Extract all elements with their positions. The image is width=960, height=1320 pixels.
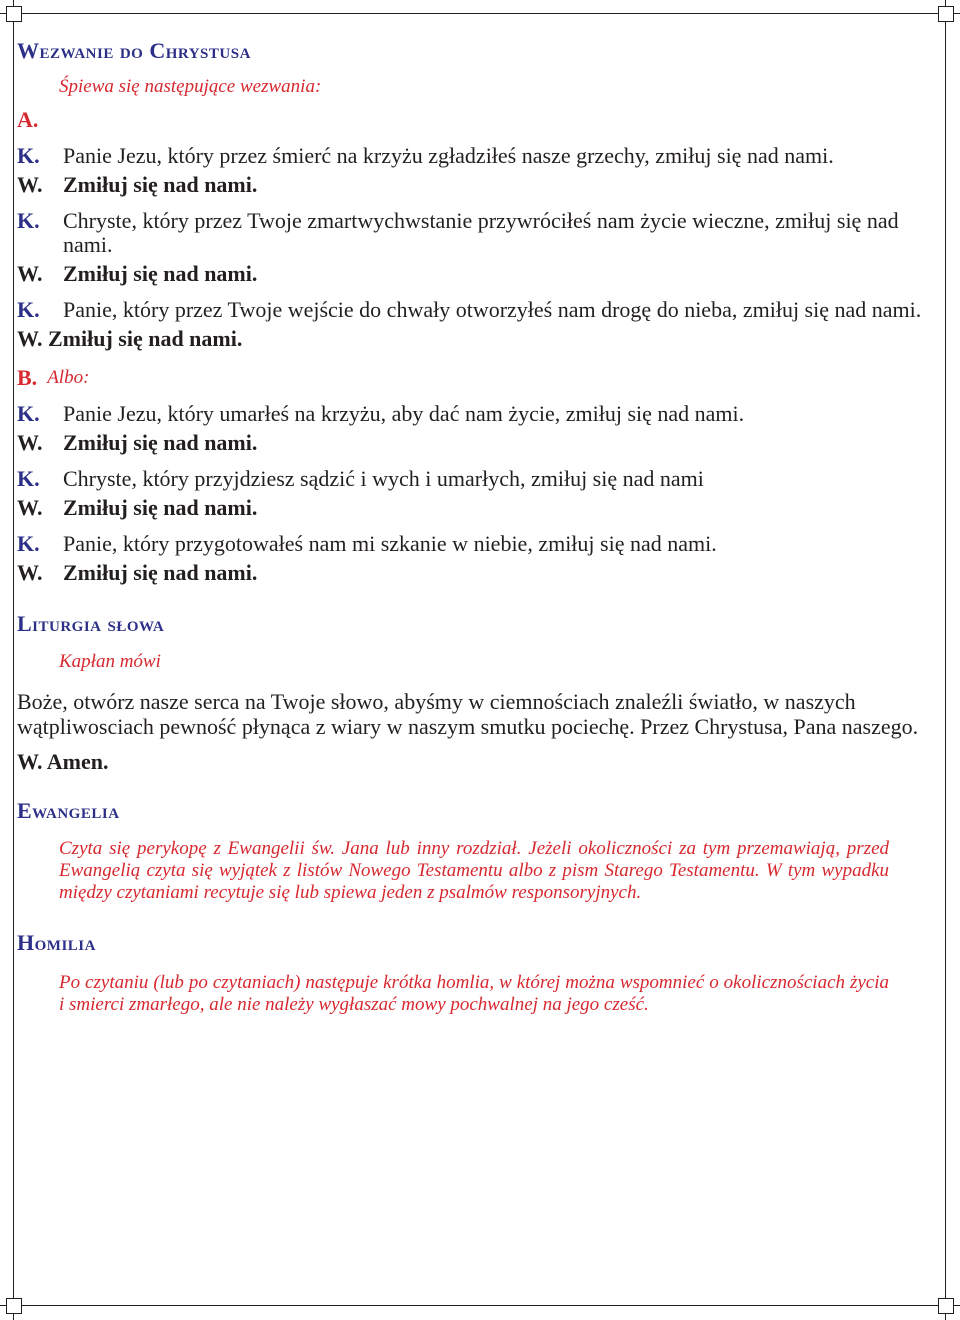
response-amen: W. Amen. bbox=[17, 749, 109, 774]
option-a-letter: A. bbox=[17, 107, 39, 132]
w-text: Zmiłuj się nad nami. bbox=[63, 560, 258, 585]
prayer-text: Boże, otwórz nasze serca na Twoje słowo, abyśmy w ciemnościach znaleźli światło, w naszych wątpliwosciach pewność płynąca z wiary w naszym smutku pociechę. Przez Chrystusa, Pana naszego. bbox=[17, 689, 919, 739]
w-text: Zmiłuj się nad nami. bbox=[63, 261, 258, 286]
rubric-ewangelia: Czyta się perykopę z Ewangelii św. Jana lub inny rozdział. Jeżeli okoliczności za tym przemawiają, przed Ewangelią czyta się wyjątek z listów Nowego Testamentu albo z pism Starego Testamentu. W tym wypadku między czytaniami recytuje się lub spiewa jeden z psalmów responsoryjnych. bbox=[59, 838, 889, 903]
k-text: Chryste, który przyjdziesz sądzić i wych i umarłych, zmiłuj się nad nami bbox=[63, 466, 704, 491]
section-heading-ewangelia: Ewangelia bbox=[17, 798, 120, 823]
w-text: Zmiłuj się nad nami. bbox=[63, 430, 258, 455]
corner-mark-bottom-right bbox=[938, 1298, 954, 1314]
k-marker: K. bbox=[17, 531, 40, 556]
option-b-note: Albo: bbox=[47, 367, 90, 388]
page-content bbox=[17, 30, 927, 1016]
response-w bbox=[17, 262, 927, 286]
section-heading-liturgia: Liturgia słowa bbox=[17, 611, 165, 636]
section-heading-wezwanie: Wezwanie do Chrystusa bbox=[17, 38, 251, 63]
k-text: Panie, który przez Twoje wejście do chwały otworzyłeś nam drogę do nieba, zmiłuj się nad nami. bbox=[63, 297, 922, 322]
response-w bbox=[17, 561, 927, 585]
frame-bottom-line bbox=[0, 1305, 960, 1306]
w-marker: W. bbox=[17, 172, 43, 197]
response-w bbox=[17, 496, 927, 520]
k-text: Panie Jezu, który przez śmierć na krzyżu zgładziłeś nasze grzechy, zmiłuj się nad nami. bbox=[63, 143, 834, 168]
invocation-k bbox=[17, 532, 927, 556]
k-text: Panie, który przygotowałeś nam mi szkanie w niebie, zmiłuj się nad nami. bbox=[63, 531, 717, 556]
corner-mark-top-right bbox=[938, 6, 954, 22]
w-marker: W. bbox=[17, 495, 43, 520]
k-text: Chryste, który przez Twoje zmartwychwstanie przywróciłeś nam życie wieczne, zmiłuj się nad nami. bbox=[63, 208, 899, 257]
k-marker: K. bbox=[17, 208, 40, 233]
response-w bbox=[17, 173, 927, 197]
response-w bbox=[17, 431, 927, 455]
k-marker: K. bbox=[17, 297, 40, 322]
invocation-k bbox=[17, 209, 927, 257]
w-marker: W. bbox=[17, 261, 43, 286]
rubric-homilia: Po czytaniu (lub po czytaniach) następuje krótka homlia, w której można wspomnieć o okolicznościach życia i smierci zmarłego, ale nie należy wygłaszać mowy pochwalnej na jego cześć. bbox=[59, 972, 889, 1015]
rubric-intro: Śpiewa się następujące wezwania: bbox=[59, 76, 322, 97]
invocation-k bbox=[17, 298, 927, 322]
option-b-letter: B. bbox=[17, 365, 38, 390]
k-marker: K. bbox=[17, 401, 40, 426]
w-text: Zmiłuj się nad nami. bbox=[63, 172, 258, 197]
invocation-k bbox=[17, 144, 927, 168]
rubric-kaplan: Kapłan mówi bbox=[59, 651, 161, 672]
frame-left-line bbox=[13, 0, 14, 1320]
corner-mark-bottom-left bbox=[6, 1298, 22, 1314]
invocation-k bbox=[17, 402, 927, 426]
invocation-k bbox=[17, 467, 927, 491]
w-text: Zmiłuj się nad nami. bbox=[63, 495, 258, 520]
corner-mark-top-left bbox=[6, 6, 22, 22]
k-marker: K. bbox=[17, 143, 40, 168]
k-marker: K. bbox=[17, 466, 40, 491]
w-marker: W. bbox=[17, 560, 43, 585]
frame-top-line bbox=[0, 13, 960, 14]
frame-right-line bbox=[945, 0, 946, 1320]
option-b-row bbox=[17, 366, 927, 390]
section-heading-homilia: Homilia bbox=[17, 930, 96, 955]
w-marker: W. bbox=[17, 430, 43, 455]
k-text: Panie Jezu, który umarłeś na krzyżu, aby dać nam życie, zmiłuj się nad nami. bbox=[63, 401, 745, 426]
response-w-combined: W. Zmiłuj się nad nami. bbox=[17, 326, 243, 351]
